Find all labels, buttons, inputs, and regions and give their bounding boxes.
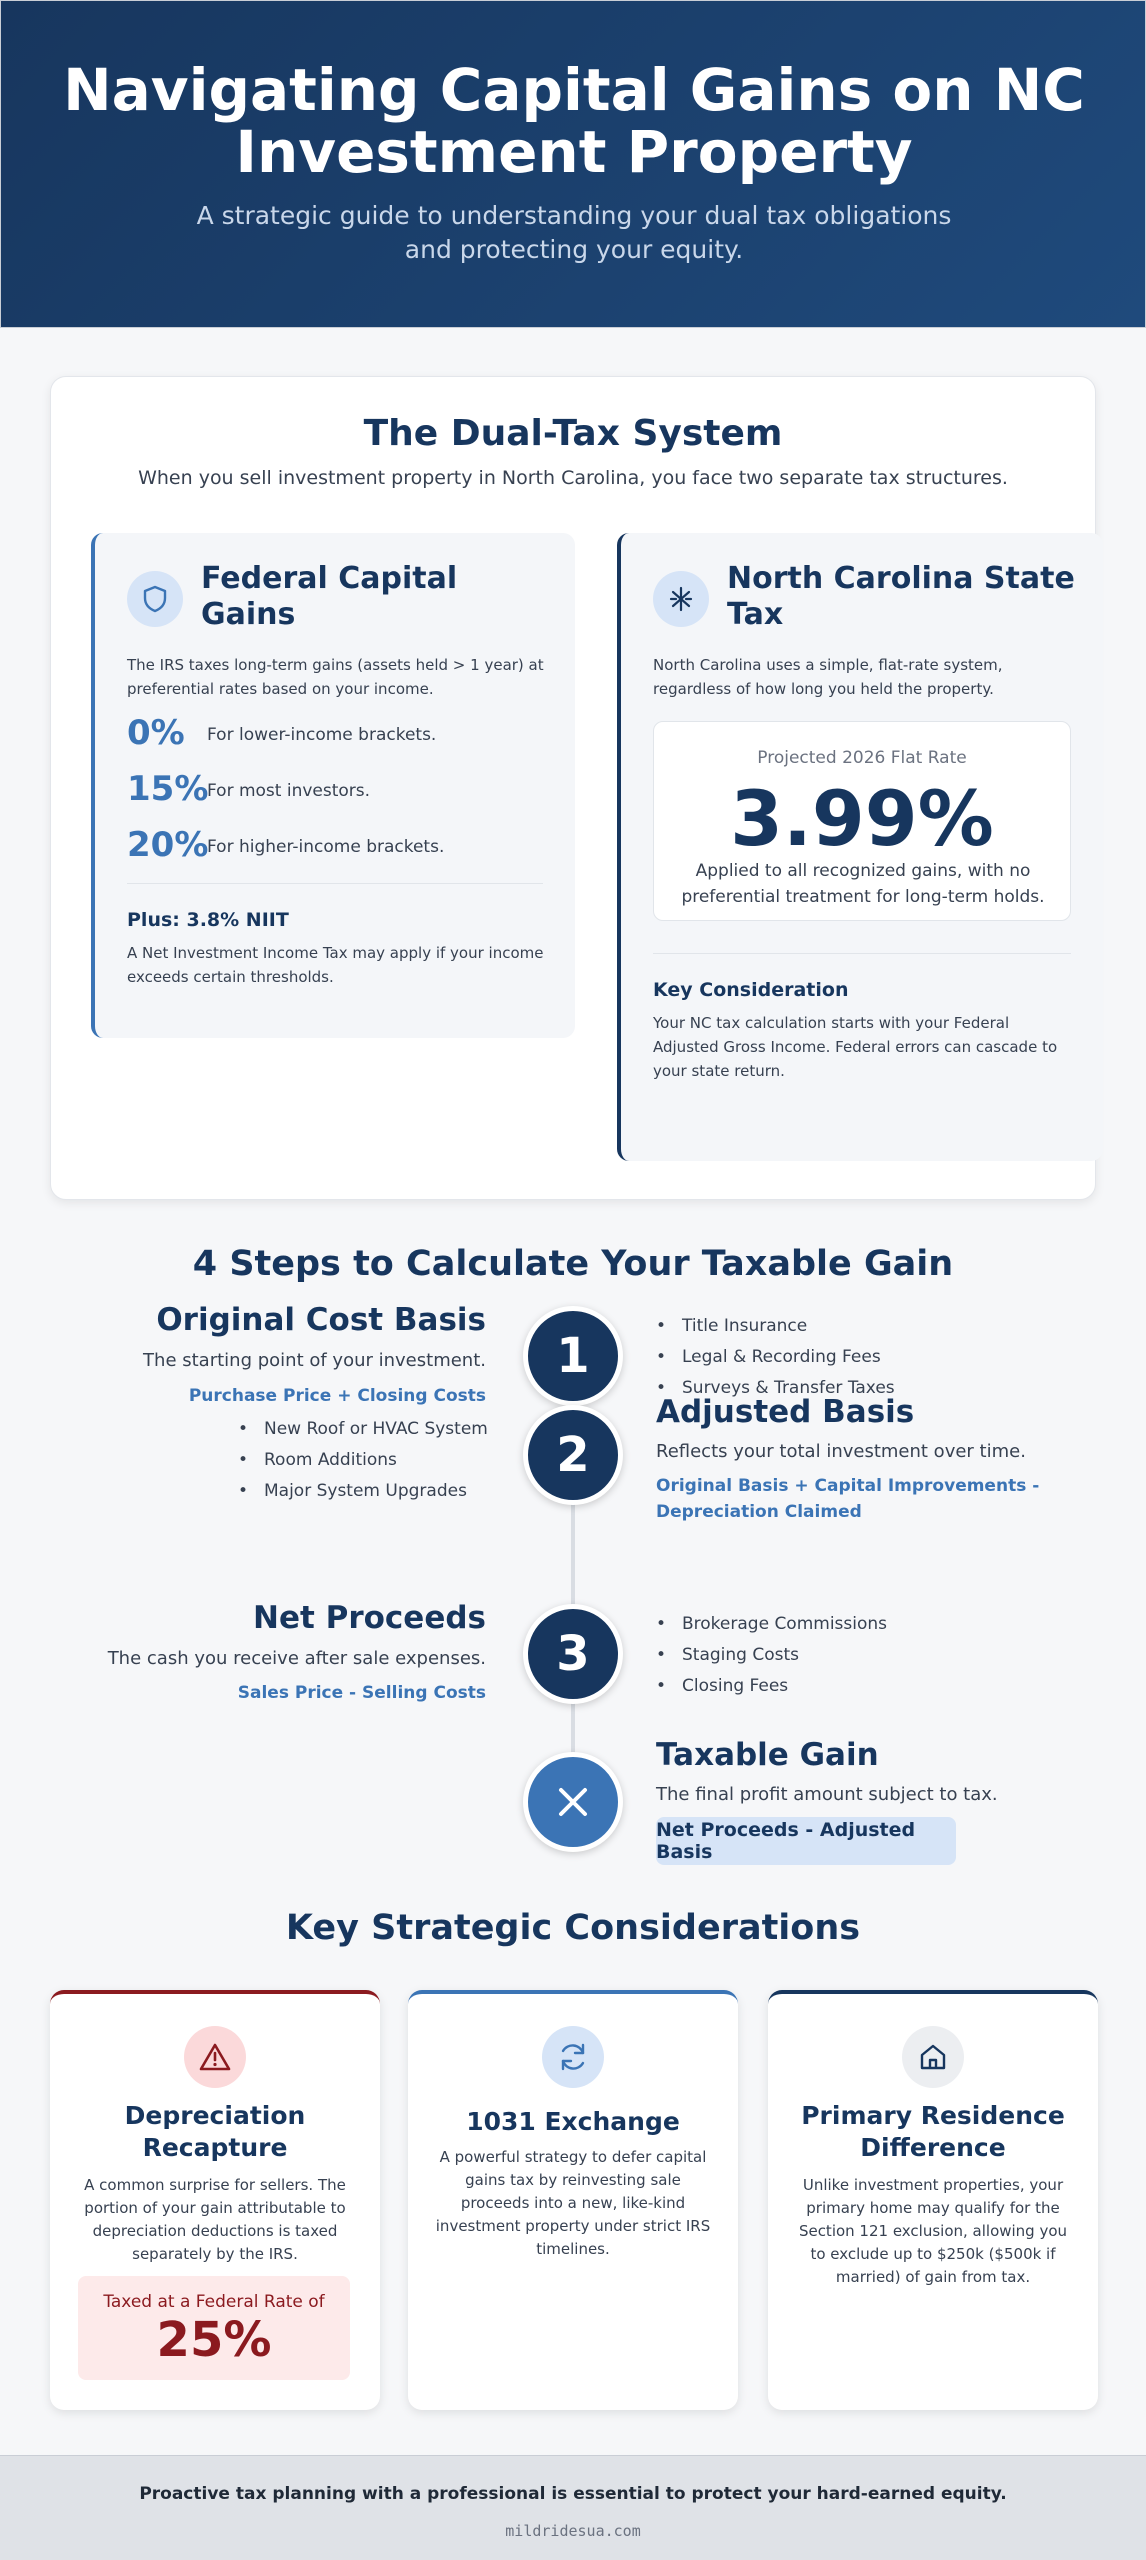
list-item: • Staging Costs xyxy=(656,1640,887,1671)
exchange-card xyxy=(408,1990,738,2410)
step-title: Adjusted Basis xyxy=(656,1394,915,1430)
nc-title: North Carolina State Tax xyxy=(727,561,1075,632)
divider xyxy=(653,953,1071,954)
depreciation-card xyxy=(50,1990,380,2410)
step-formula: Original Basis + Capital Improvements - Depreciation Claimed xyxy=(656,1476,1040,1522)
step-description: The starting point of your investment. xyxy=(143,1350,486,1371)
step-title: Original Cost Basis xyxy=(156,1302,486,1338)
step-bullets xyxy=(238,1414,488,1507)
federal-panel xyxy=(91,533,575,1038)
step-number: 2 xyxy=(523,1405,623,1505)
step-title: Net Proceeds xyxy=(253,1600,486,1636)
list-item: • Title Insurance xyxy=(656,1311,895,1342)
rate-value: 15% xyxy=(127,769,209,809)
step-description: The cash you receive after sale expenses. xyxy=(107,1648,486,1669)
key-consideration-title: Key Consideration xyxy=(653,979,849,1001)
step-formula: Purchase Price + Closing Costs xyxy=(188,1386,486,1406)
flat-rate-box xyxy=(653,721,1071,921)
divider xyxy=(127,883,543,884)
home-icon xyxy=(902,2026,964,2088)
primary-residence-card xyxy=(768,1990,1098,2410)
key-consideration-text: Your NC tax calculation starts with your Federal Adjusted Gross Income. Federal errors can cascade to your state return. xyxy=(653,1014,1058,1080)
card-title: Primary Residence Difference xyxy=(801,2101,1065,2162)
nc-panel xyxy=(617,533,1103,1161)
list-item: • Brokerage Commissions xyxy=(656,1609,887,1640)
strategic-title: Key Strategic Considerations xyxy=(285,1908,861,1948)
step-number: 1 xyxy=(523,1306,623,1406)
rate-label: For most investors. xyxy=(207,781,371,801)
flat-rate-note: Applied to all recognized gains, with no preferential treatment for long-term holds. xyxy=(681,861,1045,907)
step-number: 3 xyxy=(523,1604,623,1704)
shield-icon xyxy=(127,571,183,627)
list-item: • Room Additions xyxy=(238,1445,488,1476)
flat-rate-label: Projected 2026 Flat Rate xyxy=(757,748,967,768)
footer-site: mildridesua.com xyxy=(505,2522,641,2540)
footer-text: Proactive tax planning with a professional is essential to protect your hard-earned equity. xyxy=(139,2484,1007,2504)
federal-title: Federal Capital Gains xyxy=(201,561,458,632)
list-item: • Legal & Recording Fees xyxy=(656,1342,895,1373)
card-text: A common surprise for sellers. The portion of your gain attributable to depreciation deductions is taxed separately by the IRS. xyxy=(84,2176,346,2263)
page-footer xyxy=(0,2455,1146,2560)
recapture-rate-label: Taxed at a Federal Rate of xyxy=(103,2292,325,2312)
warning-icon xyxy=(184,2026,246,2088)
card-title: Depreciation Recapture xyxy=(124,2101,306,2162)
nc-description: North Carolina uses a simple, flat-rate system, regardless of how long you held the property. xyxy=(653,656,1003,698)
step-title: Taxable Gain xyxy=(656,1737,879,1773)
page-header xyxy=(0,0,1146,328)
card-title: 1031 Exchange xyxy=(466,2107,680,2136)
taxable-gain-formula: Net Proceeds - Adjusted Basis xyxy=(656,1817,956,1865)
rate-value: 20% xyxy=(127,825,209,865)
scale-icon xyxy=(653,571,709,627)
step-bullets xyxy=(656,1609,887,1702)
page-subtitle: A strategic guide to understanding your dual tax obligations and protecting your equity. xyxy=(196,201,952,264)
dual-tax-title: The Dual-Tax System xyxy=(363,413,783,454)
rate-value: 0% xyxy=(127,713,185,753)
rate-label: For higher-income brackets. xyxy=(207,837,445,857)
steps-title: 4 Steps to Calculate Your Taxable Gain xyxy=(192,1244,954,1284)
list-item: • Major System Upgrades xyxy=(238,1476,488,1507)
refresh-icon xyxy=(542,2026,604,2088)
niit-title: Plus: 3.8% NIIT xyxy=(127,909,289,931)
step-description: Reflects your total investment over time. xyxy=(656,1441,1026,1462)
recapture-rate-value: 25% xyxy=(156,2312,272,2368)
card-text: A powerful strategy to defer capital gains tax by reinvesting sale proceeds into a new, like-kind investment property under strict IRS timelines. xyxy=(435,2148,711,2258)
page-title: Navigating Capital Gains on NC Investment Property xyxy=(63,56,1085,186)
step-formula: Sales Price - Selling Costs xyxy=(237,1683,486,1703)
step-bullets xyxy=(656,1311,895,1404)
card-text: Unlike investment properties, your primary home may qualify for the Section 121 exclusion, allowing you to exclude up to $250k ($500k if married) of gain from tax. xyxy=(798,2176,1068,2286)
recapture-rate-box xyxy=(78,2276,350,2380)
flat-rate-value: 3.99% xyxy=(730,774,994,863)
niit-text: A Net Investment Income Tax may apply if your income exceeds certain thresholds. xyxy=(127,944,544,986)
list-item: • Surveys & Transfer Taxes xyxy=(656,1373,895,1404)
list-item: • New Roof or HVAC System xyxy=(238,1414,488,1445)
multiply-icon xyxy=(523,1752,623,1852)
step-description: The final profit amount subject to tax. xyxy=(656,1784,998,1805)
federal-description: The IRS taxes long-term gains (assets held > 1 year) at preferential rates based on your income. xyxy=(127,656,544,698)
list-item: • Closing Fees xyxy=(656,1671,887,1702)
rate-label: For lower-income brackets. xyxy=(207,725,437,745)
dual-tax-subtitle: When you sell investment property in North Carolina, you face two separate tax structures. xyxy=(138,467,1008,489)
dual-tax-card xyxy=(50,376,1096,1200)
